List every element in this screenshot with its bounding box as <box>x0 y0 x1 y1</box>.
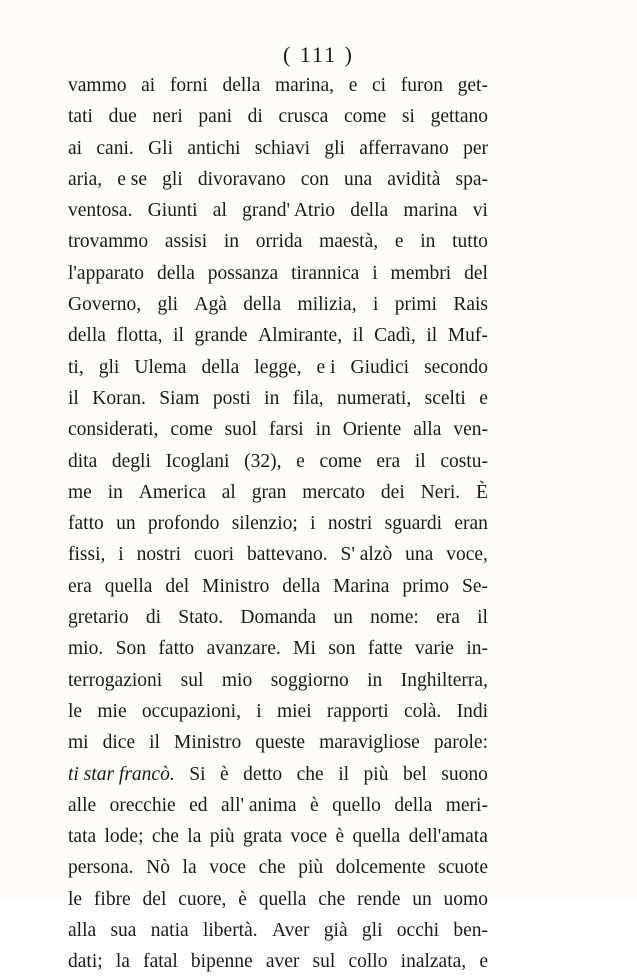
word: della <box>222 75 261 96</box>
word: il <box>149 732 160 754</box>
text-line <box>68 352 488 383</box>
word: gli <box>324 137 345 159</box>
word: del <box>165 575 190 597</box>
word: cuori <box>193 544 235 566</box>
word: gli <box>162 168 183 190</box>
text-line <box>68 633 488 664</box>
word: più <box>209 826 235 848</box>
word: fissi, <box>68 544 106 566</box>
word: considerati, <box>68 419 159 441</box>
word: il <box>68 387 79 409</box>
word: America <box>138 481 206 503</box>
word: Gli <box>148 137 174 159</box>
word: Ulema <box>134 356 187 378</box>
text-line <box>68 383 488 414</box>
word: ventosa. <box>68 200 133 222</box>
text-line <box>68 195 488 226</box>
word: in <box>367 669 383 691</box>
word: profondo <box>147 513 220 535</box>
text-line <box>68 508 488 539</box>
word: con <box>300 168 329 190</box>
word: mio. <box>68 638 104 660</box>
word: della <box>68 325 106 347</box>
word: e <box>394 231 404 253</box>
word: trovammo <box>68 231 149 253</box>
word: che <box>151 826 179 848</box>
word: sua <box>110 920 137 942</box>
text-line <box>68 320 488 351</box>
word: terrogazioni <box>68 669 163 691</box>
word: voce <box>290 826 328 848</box>
word: colà. <box>403 700 442 722</box>
text-line <box>68 602 488 633</box>
word: il <box>414 450 426 472</box>
word: occhi <box>396 920 440 942</box>
word: le <box>68 888 83 910</box>
word: Mi <box>293 638 316 660</box>
word: è <box>310 794 319 816</box>
word: furon <box>400 75 443 96</box>
text-line <box>68 289 488 320</box>
page-number: ( 111 ) <box>282 42 355 67</box>
word: il <box>426 325 438 347</box>
word: Oriente <box>342 419 402 441</box>
word: in <box>223 231 240 253</box>
word: flotta, <box>116 325 163 347</box>
word: soggiorno <box>270 669 349 691</box>
word: Giudici <box>350 356 410 378</box>
word: sul <box>312 951 336 973</box>
word: nostri <box>327 513 373 535</box>
word: dei <box>380 481 405 503</box>
word: Nò <box>146 857 170 879</box>
text-line <box>68 946 488 977</box>
word: libertà. <box>202 920 258 942</box>
word: grand' Atrio <box>242 200 335 222</box>
word: grata <box>243 826 282 848</box>
word: Domanda <box>240 607 317 629</box>
word: i <box>118 544 124 566</box>
word: più <box>363 763 389 785</box>
word: i <box>256 700 262 722</box>
word: dolcemente <box>335 857 426 879</box>
word: Si <box>189 763 206 785</box>
word: come <box>344 106 387 128</box>
word: gretario <box>68 607 129 629</box>
word: Agà <box>194 294 227 316</box>
text-line <box>68 70 488 101</box>
word: natia <box>150 920 189 942</box>
word: Marina <box>333 575 390 597</box>
word: fatto <box>158 638 195 660</box>
word: bel <box>402 763 427 785</box>
word: l'apparato <box>68 262 145 284</box>
word: fatal <box>143 951 178 973</box>
word: orrida <box>255 231 303 253</box>
word: grande <box>194 325 248 347</box>
word: di <box>145 607 162 629</box>
word: scelti <box>424 387 466 409</box>
word: è <box>335 826 345 848</box>
word: meri- <box>445 794 488 816</box>
text-line <box>68 852 488 883</box>
word: crusca <box>278 106 329 128</box>
word: scuote <box>438 857 488 879</box>
word: nome: <box>370 607 419 629</box>
word: cuore, <box>178 888 227 910</box>
word: Indi <box>456 700 488 722</box>
word: in <box>107 481 123 503</box>
word: dati; <box>68 951 103 973</box>
word: gli <box>361 920 383 942</box>
word: gettano <box>430 106 488 128</box>
word: varie <box>414 638 454 660</box>
word: un <box>333 607 353 629</box>
word: le <box>68 700 83 722</box>
word: era <box>68 575 92 597</box>
word: alla <box>413 419 442 441</box>
word: Se- <box>461 575 488 597</box>
word: il <box>477 607 488 629</box>
word: Icoglani <box>165 450 230 472</box>
word: un <box>412 888 432 910</box>
text-line <box>68 884 488 915</box>
word: marina, <box>275 75 335 96</box>
word: che <box>296 763 324 785</box>
word: detto <box>243 763 283 785</box>
word: ed <box>189 794 208 816</box>
word: della <box>201 356 240 378</box>
word: Giunti <box>147 200 198 222</box>
word: gli <box>157 294 179 316</box>
word: quella <box>104 575 153 597</box>
word: primo <box>402 575 450 597</box>
text-line <box>68 571 488 602</box>
word: Cadì, <box>374 325 416 347</box>
word: vammo <box>68 75 127 96</box>
word: ai <box>68 137 83 159</box>
word: mi <box>68 732 89 754</box>
word: membri <box>390 262 452 284</box>
word: me <box>68 481 92 503</box>
word: della <box>243 294 282 316</box>
word: schiavi <box>254 137 310 159</box>
word: S' alzò <box>340 544 393 566</box>
word: la <box>187 826 202 848</box>
word: una <box>344 168 373 190</box>
word: in <box>264 387 280 409</box>
word: della <box>282 575 321 597</box>
word: dita <box>68 450 98 472</box>
word: Almirante, <box>258 325 343 347</box>
text-line <box>68 414 488 445</box>
word: voce, <box>446 544 488 566</box>
word: fibre <box>93 888 131 910</box>
word: una <box>405 544 434 566</box>
word: suol <box>224 419 258 441</box>
word: sul <box>180 669 204 691</box>
word: get- <box>457 75 488 96</box>
word: queste <box>255 732 306 754</box>
word: al <box>212 200 227 222</box>
word: come <box>319 450 362 472</box>
word: ci <box>372 75 387 96</box>
word: gran <box>251 481 287 503</box>
word: quello <box>332 794 381 816</box>
word: aria, <box>68 168 103 190</box>
word: miei <box>276 700 312 722</box>
word: Son <box>115 638 146 660</box>
word: e <box>348 75 358 96</box>
word: dell'amata <box>408 826 488 848</box>
text-line <box>68 446 488 477</box>
word: secondo <box>424 356 488 378</box>
word: che <box>258 857 286 879</box>
word: degli <box>111 450 151 472</box>
word: e se <box>117 168 148 190</box>
word: marina <box>403 200 458 222</box>
word: ai <box>141 75 156 96</box>
text-line <box>68 226 488 257</box>
word: occupazioni, <box>141 700 241 722</box>
word: sguardi <box>384 513 443 535</box>
body-text <box>68 70 488 978</box>
word: è <box>238 888 247 910</box>
word: Ministro <box>202 575 270 597</box>
word: fatte <box>367 638 403 660</box>
text-line <box>68 790 488 821</box>
word: i <box>372 262 378 284</box>
word: avanzare. <box>206 638 281 660</box>
word: e <box>479 387 488 409</box>
word: aver <box>265 951 300 973</box>
text-line <box>68 477 488 508</box>
text-line <box>68 727 488 758</box>
word: era <box>436 607 460 629</box>
word: alle <box>68 794 97 816</box>
word: inalzata, <box>400 951 467 973</box>
word: parole: <box>433 732 488 754</box>
word: mio <box>221 669 253 691</box>
word: il <box>338 763 350 785</box>
word: assisi <box>164 231 208 253</box>
word: fatto <box>68 513 104 535</box>
word: Aver <box>271 920 310 942</box>
text-line <box>68 133 488 164</box>
word: ven- <box>453 419 488 441</box>
word: primi <box>394 294 437 316</box>
word: un <box>116 513 136 535</box>
word: la <box>182 857 197 879</box>
word: due <box>108 106 137 128</box>
text-line <box>68 665 488 696</box>
word: ben- <box>453 920 488 942</box>
word: tati <box>68 106 93 128</box>
word: son <box>328 638 356 660</box>
word: collo <box>348 951 388 973</box>
text-line <box>68 696 488 727</box>
word: (32), <box>244 450 282 472</box>
word: Ministro <box>174 732 242 754</box>
word: antichi <box>187 137 241 159</box>
word: il <box>352 325 364 347</box>
word: più <box>298 857 324 879</box>
text-line <box>68 915 488 946</box>
word: tutto <box>452 231 488 253</box>
word: quella <box>352 826 401 848</box>
word: all' anima <box>221 794 297 816</box>
word: bipenne <box>190 951 253 973</box>
word: Koran. <box>92 387 146 409</box>
word: della <box>156 262 195 284</box>
word: al <box>221 481 236 503</box>
word: milizia, <box>297 294 357 316</box>
word: e i <box>316 356 336 378</box>
word: cani. <box>96 137 134 159</box>
word: eran <box>454 513 488 535</box>
word: già <box>323 920 348 942</box>
word: posti <box>212 387 251 409</box>
word: forni <box>169 75 208 96</box>
word: gli <box>98 356 120 378</box>
word: maestà, <box>319 231 379 253</box>
word: del <box>142 888 167 910</box>
word: della <box>350 200 389 222</box>
word: la <box>115 951 130 973</box>
word: voce <box>209 857 246 879</box>
word: per <box>463 137 488 159</box>
word: spa- <box>455 168 488 190</box>
word: è <box>219 763 229 785</box>
text-line <box>68 101 488 132</box>
word: come <box>170 419 213 441</box>
word: Inghilterra, <box>400 669 488 691</box>
word: tirannica <box>291 262 360 284</box>
text-line <box>68 258 488 289</box>
word: orecchie <box>109 794 176 816</box>
word: e <box>479 951 488 973</box>
word: dice <box>102 732 136 754</box>
word: di <box>247 106 263 128</box>
word: suono <box>441 763 488 785</box>
word: È <box>476 481 488 503</box>
word: numerati, <box>337 387 412 409</box>
word: Stato. <box>178 607 224 629</box>
text-line <box>68 539 488 570</box>
word: possanza <box>207 262 279 284</box>
word: persona. <box>68 857 134 879</box>
word: fila, <box>292 387 324 409</box>
word: vi <box>472 200 488 222</box>
word: mercato <box>302 481 366 503</box>
word: silenzio; <box>231 513 298 535</box>
word: ti, <box>68 356 84 378</box>
word: che <box>318 888 346 910</box>
word: Governo, <box>68 294 142 316</box>
word: Siam <box>159 387 200 409</box>
word: rapporti <box>326 700 389 722</box>
word: neri <box>152 106 183 128</box>
word: si <box>401 106 415 128</box>
word: costu- <box>440 450 488 472</box>
word: divoravano <box>197 168 286 190</box>
word: i <box>372 294 379 316</box>
word: lode; <box>104 826 144 848</box>
word: battevano. <box>246 544 328 566</box>
word: del <box>464 262 488 284</box>
word: in <box>420 231 436 253</box>
word: rende <box>357 888 401 910</box>
text-line <box>68 759 488 790</box>
word: della <box>394 794 433 816</box>
word: afferravano <box>359 137 449 159</box>
word: avidità <box>387 168 441 190</box>
word: alla <box>68 920 97 942</box>
word: uomo <box>443 888 488 910</box>
word: farsi <box>269 419 304 441</box>
word: in- <box>466 638 488 660</box>
word: tata <box>68 826 97 848</box>
word: il <box>173 325 184 347</box>
word: legge, <box>254 356 302 378</box>
word: nostri <box>136 544 182 566</box>
word: mie <box>97 700 127 722</box>
word: era <box>376 450 401 472</box>
word: maravigliose <box>319 732 420 754</box>
word: ti star francò. <box>68 763 175 785</box>
text-line <box>68 821 488 852</box>
word: Muf- <box>447 325 488 347</box>
word: pani <box>198 106 232 128</box>
word: i <box>310 513 316 535</box>
text-line <box>68 164 488 195</box>
word: in <box>315 419 331 441</box>
word: Rais <box>453 294 488 316</box>
word: e <box>296 450 305 472</box>
word: Neri. <box>420 481 461 503</box>
word: quella <box>258 888 307 910</box>
